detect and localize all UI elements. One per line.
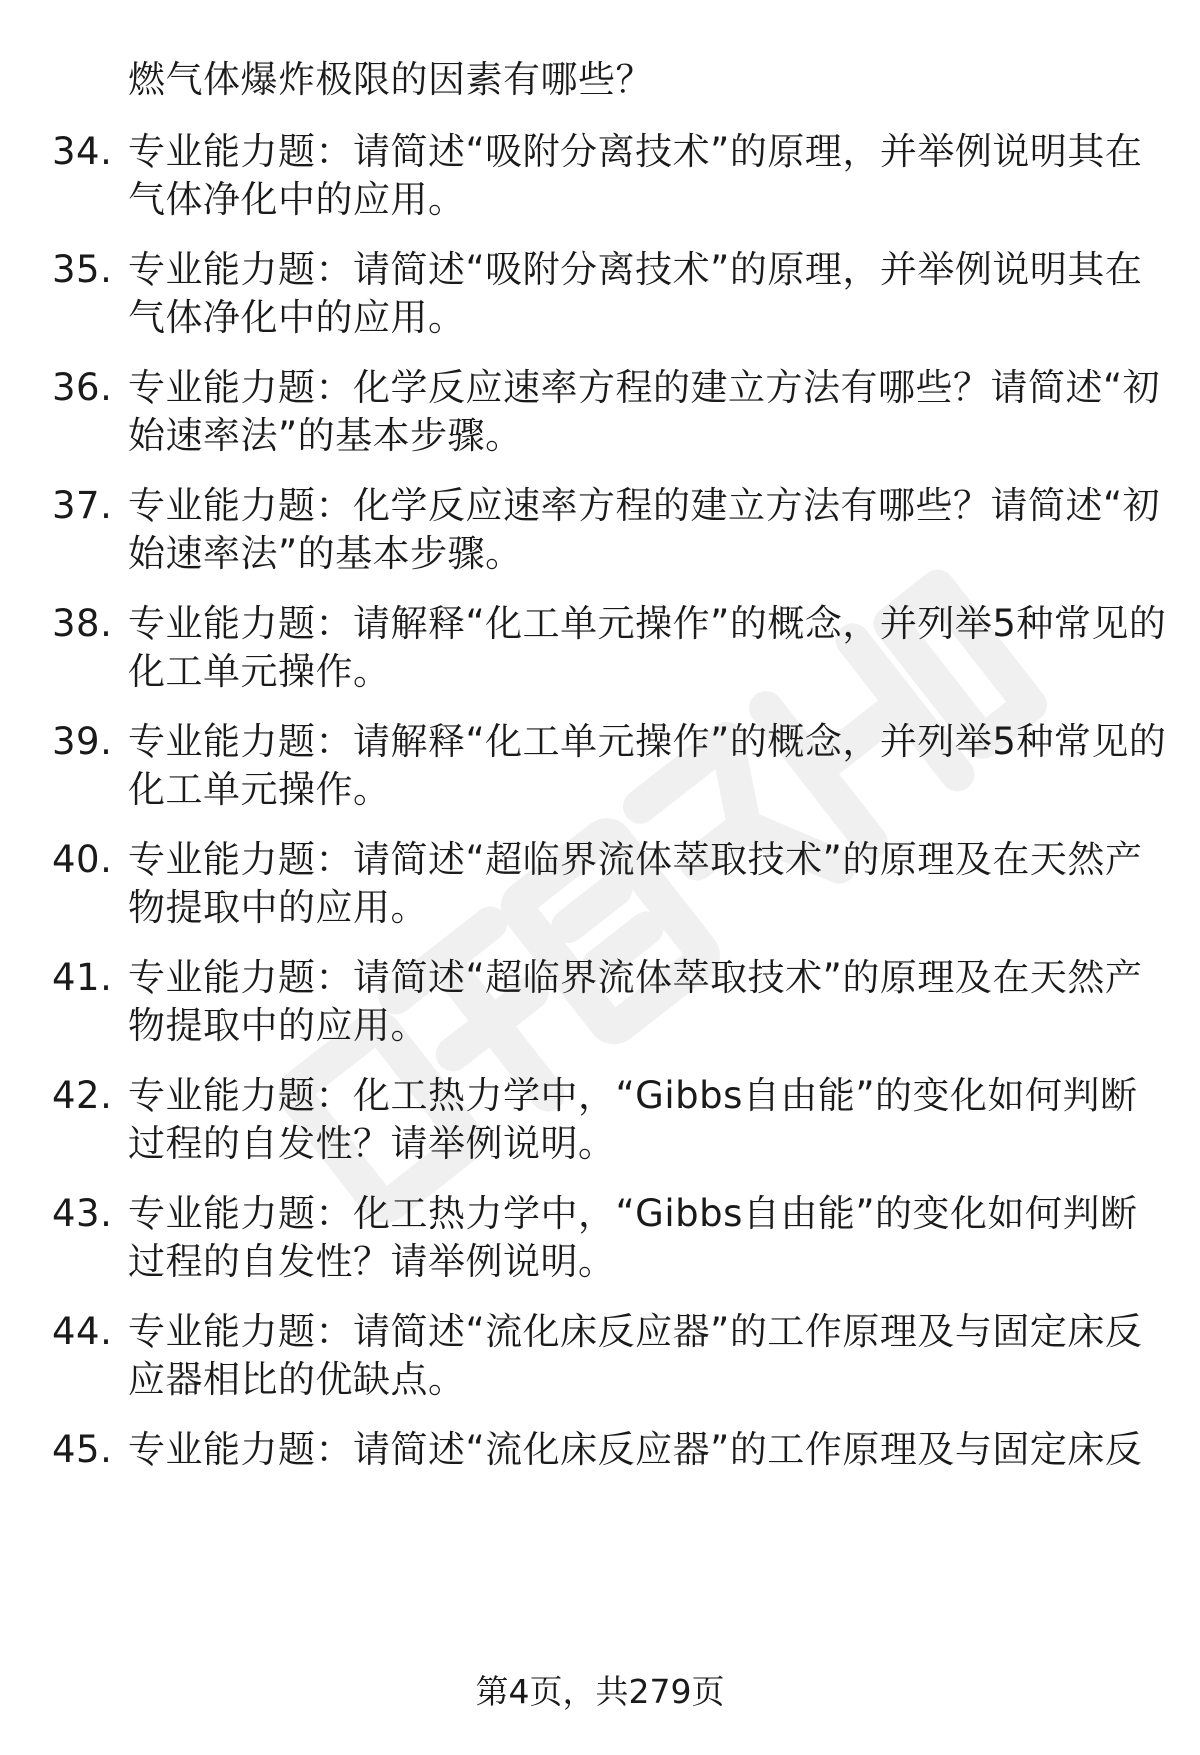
- question-text-line1: 专业能力题：请解释“化工单元操作”的概念，并列举5种常见的: [128, 720, 1167, 763]
- question-text-line2: 气体净化中的应用。: [128, 296, 466, 339]
- continuation-text: 燃气体爆炸极限的因素有哪些？: [128, 58, 653, 101]
- question-number: 45.: [52, 1428, 113, 1471]
- page-footer: 第4页，共279页: [475, 1672, 725, 1711]
- question-text-line2: 气体净化中的应用。: [128, 178, 466, 221]
- question-text-line2: 物提取中的应用。: [128, 886, 428, 929]
- question-text-line1: 专业能力题：请简述“超临界流体萃取技术”的原理及在天然产: [128, 956, 1143, 999]
- question-text-line2: 化工单元操作。: [128, 650, 391, 693]
- question-text-line1: 专业能力题：化学反应速率方程的建立方法有哪些？请简述“初: [128, 366, 1161, 409]
- question-number: 36.: [52, 366, 113, 409]
- question-text-line1: 专业能力题：请简述“流化床反应器”的工作原理及与固定床反: [128, 1428, 1143, 1471]
- question-number: 41.: [52, 956, 113, 999]
- question-text-line1: 专业能力题：请简述“吸附分离技术”的原理，并举例说明其在: [128, 248, 1143, 291]
- question-text-line1: 专业能力题：请简述“超临界流体萃取技术”的原理及在天然产: [128, 838, 1143, 881]
- question-text-line1: 专业能力题：化工热力学中，“Gibbs自由能”的变化如何判断: [128, 1192, 1138, 1235]
- question-text-line2: 化工单元操作。: [128, 768, 391, 811]
- question-text-line2: 始速率法”的基本步骤。: [128, 414, 523, 457]
- question-text-line2: 始速率法”的基本步骤。: [128, 532, 523, 575]
- question-text-line2: 应器相比的优缺点。: [128, 1358, 466, 1401]
- question-number: 43.: [52, 1192, 113, 1235]
- question-text-line2: 过程的自发性？请举例说明。: [128, 1240, 616, 1283]
- question-number: 37.: [52, 484, 113, 527]
- question-text-line1: 专业能力题：化学反应速率方程的建立方法有哪些？请简述“初: [128, 484, 1161, 527]
- question-number: 40.: [52, 838, 113, 881]
- question-number: 39.: [52, 720, 113, 763]
- question-text-line2: 过程的自发性？请举例说明。: [128, 1122, 616, 1165]
- question-number: 34.: [52, 130, 113, 173]
- question-text-line1: 专业能力题：化工热力学中，“Gibbs自由能”的变化如何判断: [128, 1074, 1138, 1117]
- question-number: 38.: [52, 602, 113, 645]
- question-text-line1: 专业能力题：请解释“化工单元操作”的概念，并列举5种常见的: [128, 602, 1167, 645]
- question-text-line1: 专业能力题：请简述“吸附分离技术”的原理，并举例说明其在: [128, 130, 1143, 173]
- question-number: 42.: [52, 1074, 113, 1117]
- question-text-line2: 物提取中的应用。: [128, 1004, 428, 1047]
- question-text-line1: 专业能力题：请简述“流化床反应器”的工作原理及与固定床反: [128, 1310, 1143, 1353]
- question-number: 44.: [52, 1310, 113, 1353]
- question-number: 35.: [52, 248, 113, 291]
